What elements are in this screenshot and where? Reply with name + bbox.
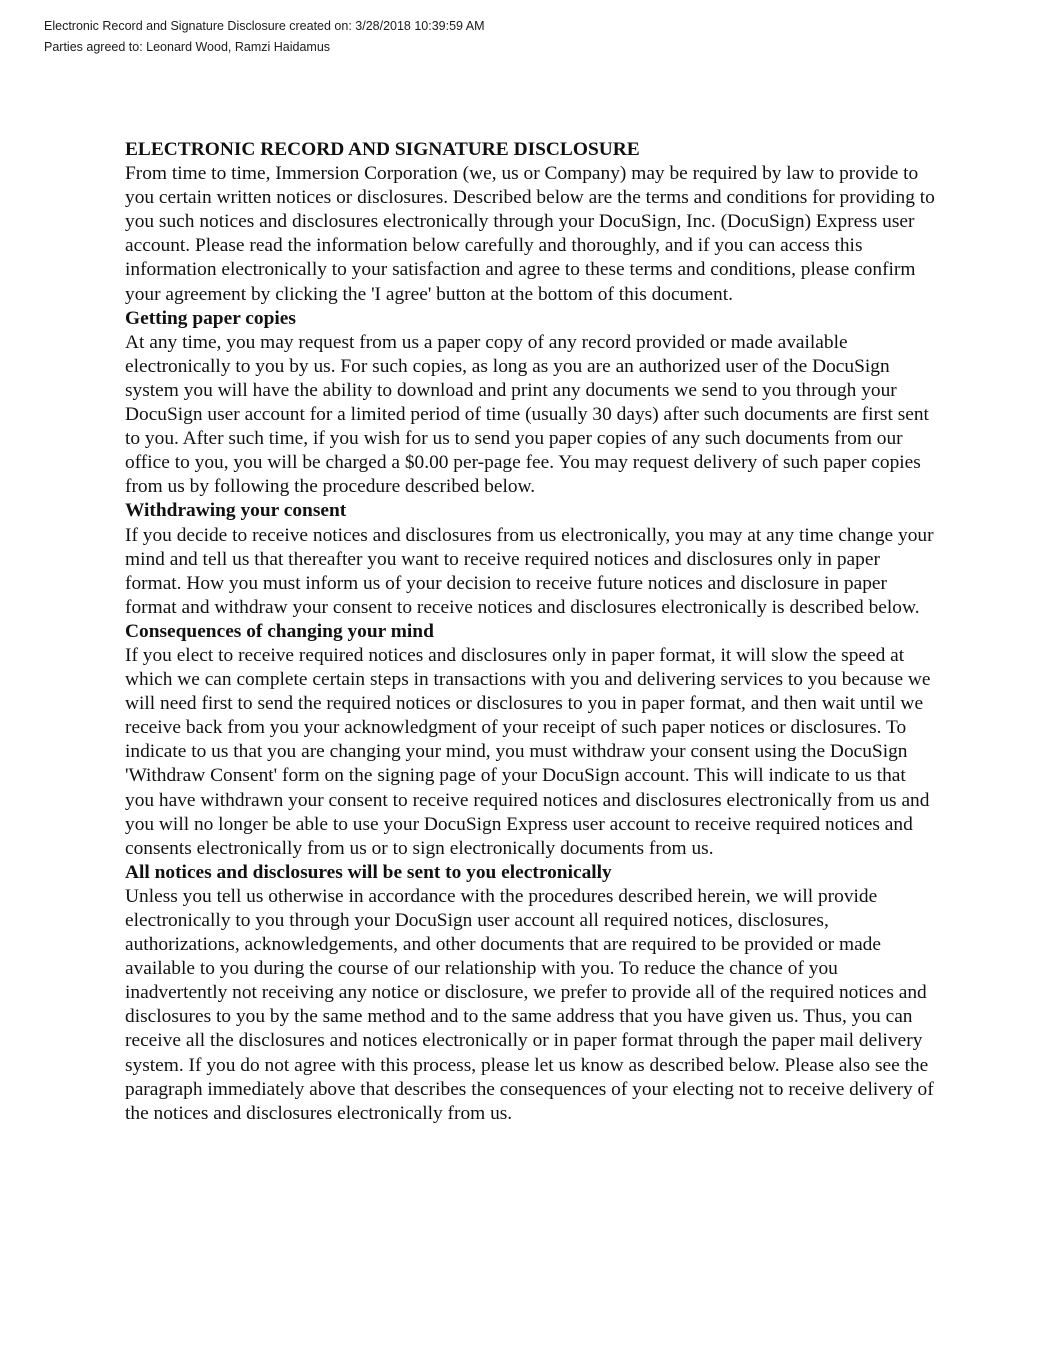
- section-body-paper-copies: At any time, you may request from us a paper copy of any record provided or made available electronically to you by us. For such copies, as long as you are an authorized user of the DocuSign system you will have the ability to download and print any documents we send to you through your DocuSign user account for a limited period of time (usually 30 days) after such documents are first sent to you. After such time, if you wish for us to send you paper copies of any such documents from our office to you, you will be charged a $0.00 per-page fee. You may request delivery of such paper copies from us by following the procedure described below.: [125, 331, 929, 498]
- section-body-withdrawing-consent: If you decide to receive notices and disclosures from us electronically, you may at any time change your mind and tell us that thereafter you want to receive required notices and disclosures only in paper format. How you must inform us of your decision to receive future notices and disclosure in paper format and withdraw your consent to receive notices and disclosures electronically is described below.: [125, 524, 934, 618]
- section-heading-withdrawing-consent: Withdrawing your consent: [125, 500, 347, 522]
- intro-paragraph: From time to time, Immersion Corporation (we, us or Company) may be required by law to provide to you certain written notices or disclosures. Described below are the terms and conditions for providing to you such notices and disclosures electronically through your DocuSign, Inc. (DocuSign) Express user account. Please read the information below carefully and thoroughly, and if you can access this information electronically to your satisfaction and agree to these terms and conditions, please confirm your agreement by clicking the 'I agree' button at the bottom of this document.: [125, 163, 935, 305]
- document-title: ELECTRONIC RECORD AND SIGNATURE DISCLOSURE: [125, 139, 640, 160]
- document-metadata-header: [44, 16, 485, 58]
- created-on-line: Electronic Record and Signature Disclosure created on: 3/28/2018 10:39:59 AM: [44, 19, 485, 33]
- section-heading-paper-copies: Getting paper copies: [125, 307, 296, 329]
- disclosure-document: [125, 138, 935, 1126]
- section-heading-consequences: Consequences of changing your mind: [125, 620, 434, 642]
- section-body-consequences: If you elect to receive required notices and disclosures only in paper format, it will slow the speed at which we can complete certain steps in transactions with you and delivering services to you because we will need first to send the required notices or disclosures to you in paper format, and then wait until we receive back from you your acknowledgment of your receipt of such paper notices or disclosures. To indicate to us that you are changing your mind, you must withdraw your consent using the DocuSign 'Withdraw Consent' form on the signing page of your DocuSign account. This will indicate to us that you have withdrawn your consent to receive required notices and disclosures electronically from us and you will no longer be able to use your DocuSign Express user account to receive required notices and consents electronically from us or to sign electronically documents from us.: [125, 644, 931, 859]
- section-heading-electronic-delivery: All notices and disclosures will be sent to you electronically: [125, 861, 612, 883]
- parties-agreed-line: Parties agreed to: Leonard Wood, Ramzi Haidamus: [44, 40, 331, 54]
- section-body-electronic-delivery: Unless you tell us otherwise in accordance with the procedures described herein, we will provide electronically to you through your DocuSign user account all required notices, disclosures, authorizations, acknowledgements, and other documents that are required to be provided or made available to you during the course of our relationship with you. To reduce the chance of you inadvertently not receiving any notice or disclosure, we prefer to provide all of the required notices and disclosures to you by the same method and to the same address that you have given us. Thus, you can receive all the disclosures and notices electronically or in paper format through the paper mail delivery system. If you do not agree with this process, please let us know as described below. Please also see the paragraph immediately above that describes the consequences of your electing not to receive delivery of the notices and disclosures electronically from us.: [125, 885, 934, 1124]
